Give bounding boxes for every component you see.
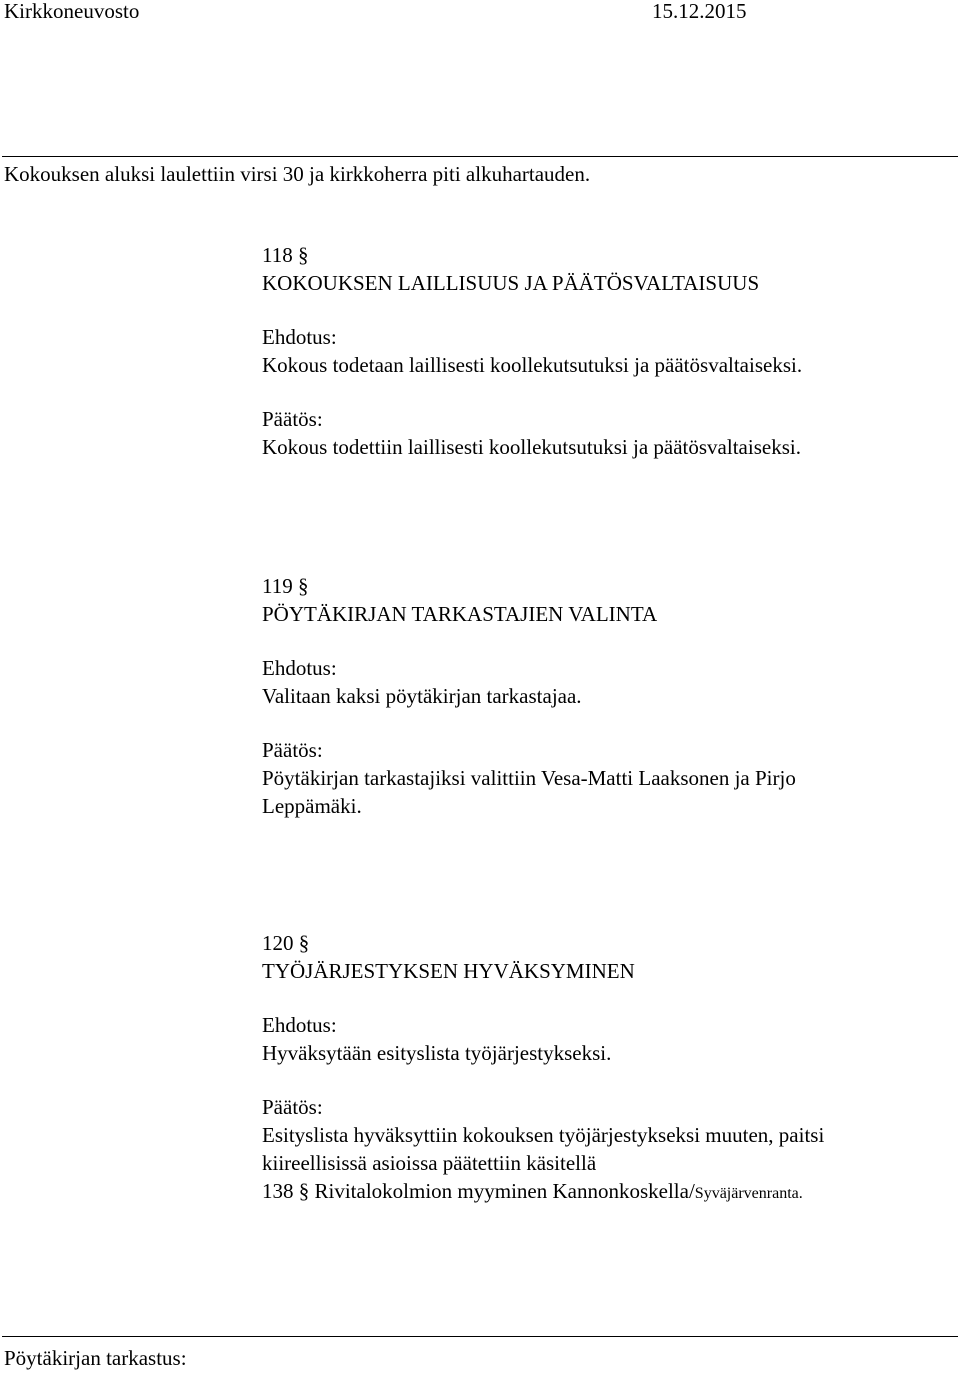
- proposal-text: Hyväksytään esityslista työjärjestykseksi.: [262, 1041, 612, 1065]
- minutes-review-label: Pöytäkirjan tarkastus:: [4, 1346, 187, 1370]
- proposal-text: Valitaan kaksi pöytäkirjan tarkastajaa.: [262, 684, 582, 708]
- decision-item-reference: 138 § Rivitalokolmion myyminen Kannonkoskella/: [262, 1179, 695, 1203]
- section-title: PÖYTÄKIRJAN TARKASTAJIEN VALINTA: [262, 602, 658, 626]
- section-title: KOKOUKSEN LAILLISUUS JA PÄÄTÖSVALTAISUUS: [262, 271, 760, 295]
- decision-label: Päätös:: [262, 1095, 323, 1119]
- decision-text: Kokous todettiin laillisesti koollekutsutuksi ja päätösvaltaiseksi.: [262, 435, 801, 459]
- proposal-label: Ehdotus:: [262, 325, 337, 349]
- section-118: [262, 241, 952, 461]
- organization-name: Kirkkoneuvosto: [4, 0, 140, 23]
- section-number: 120 §: [262, 931, 310, 955]
- intro-text: Kokouksen aluksi laulettiin virsi 30 ja kirkkoherra piti alkuhartauden.: [4, 162, 591, 186]
- section-number: 118 §: [262, 243, 309, 267]
- meeting-date: 15.12.2015: [652, 0, 747, 23]
- section-119: [262, 572, 952, 820]
- decision-item-location: Syväjärvenranta.: [694, 1185, 803, 1202]
- section-number: 119 §: [262, 574, 309, 598]
- bottom-divider: [2, 1336, 958, 1337]
- decision-label: Päätös:: [262, 407, 323, 431]
- decision-text-line-2: Leppämäki.: [262, 794, 362, 818]
- proposal-text: Kokous todetaan laillisesti koollekutsutuksi ja päätösvaltaiseksi.: [262, 353, 803, 377]
- section-title: TYÖJÄRJESTYKSEN HYVÄKSYMINEN: [262, 959, 635, 983]
- decision-text-line-1: Pöytäkirjan tarkastajiksi valittiin Vesa-Matti Laaksonen ja Pirjo: [262, 766, 796, 790]
- proposal-label: Ehdotus:: [262, 656, 337, 680]
- decision-text-line-3: [262, 1177, 952, 1208]
- decision-text-line-1: Esityslista hyväksyttiin kokouksen työjärjestykseksi muuten, paitsi: [262, 1123, 825, 1147]
- decision-label: Päätös:: [262, 738, 323, 762]
- proposal-label: Ehdotus:: [262, 1013, 337, 1037]
- top-divider: [2, 156, 958, 157]
- section-120: [262, 929, 952, 1208]
- decision-text-line-2: kiireellisissä asioissa päätettiin käsitellä: [262, 1151, 597, 1175]
